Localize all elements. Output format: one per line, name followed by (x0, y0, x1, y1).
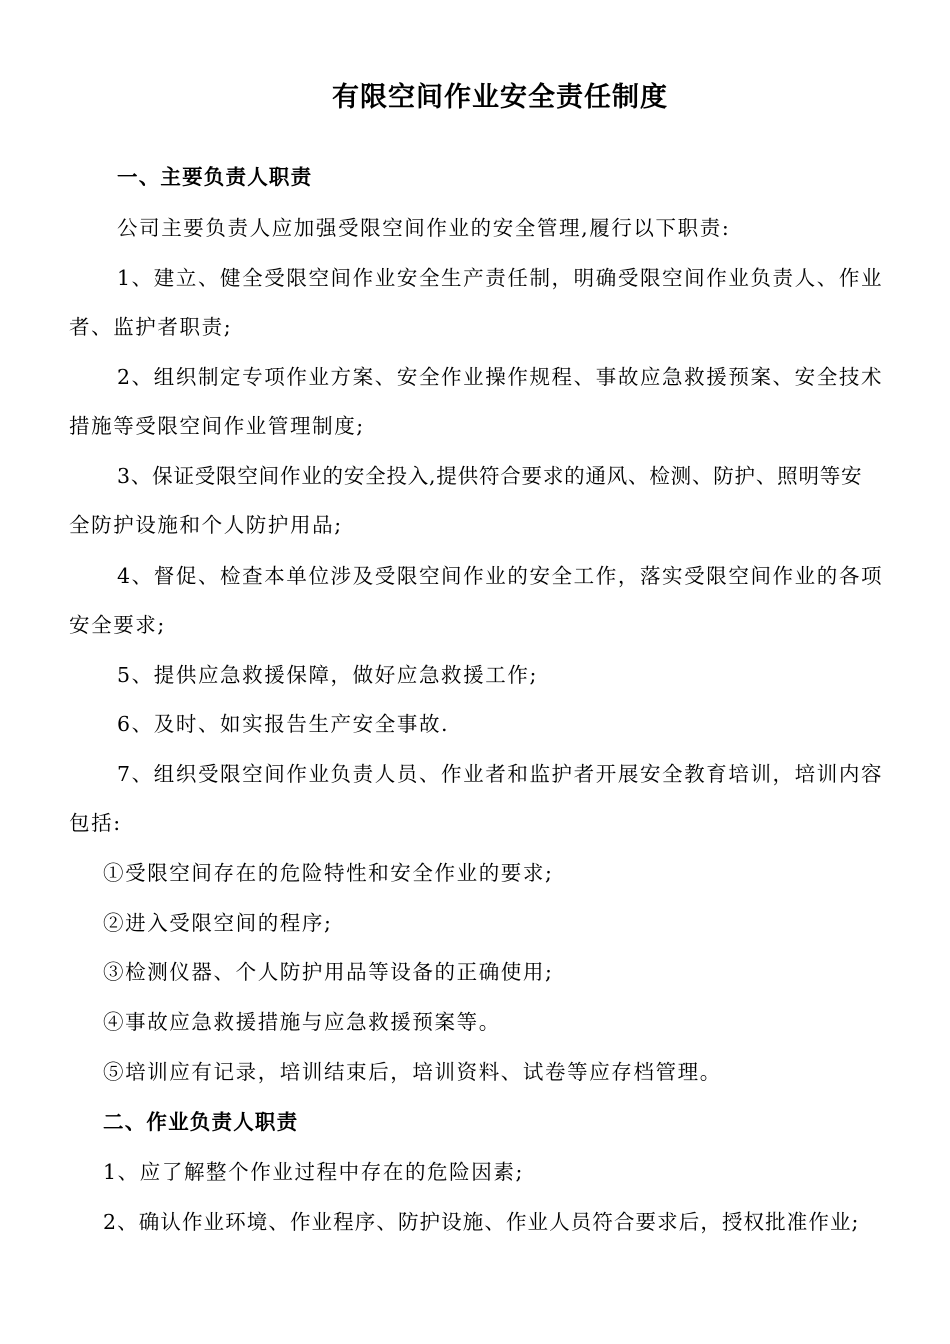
training-item-3: ③检测仪器、个人防护用品等设备的正确使用; (103, 960, 554, 984)
section1-item2-line2: 措施等受限空间作业管理制度; (69, 414, 365, 438)
section2-item2: 2、确认作业环境、作业程序、防护设施、作业人员符合要求后，授权批准作业; (103, 1210, 860, 1234)
section1-item1-line2: 者、监护者职责; (69, 315, 233, 339)
document-title: 有限空间作业安全责任制度 (332, 82, 668, 113)
section1-item5: 5、提供应急救援保障，做好应急救援工作; (117, 663, 538, 687)
section1-item4-line1: 4、督促、检查本单位涉及受限空间作业的安全工作，落实受限空间作业的各项 (117, 564, 884, 588)
section1-item4-line2: 安全要求; (69, 613, 166, 637)
training-item-4: ④事故应急救援措施与应急救援预案等。 (103, 1010, 501, 1034)
section1-item2-line1: 2、组织制定专项作业方案、安全作业操作规程、事故应急救援预案、安全技术 (117, 365, 884, 389)
section1-item7-line1: 7、组织受限空间作业负责人员、作业者和监护者开展安全教育培训，培训内容 (117, 762, 884, 786)
section1-intro: 公司主要负责人应加强受限空间作业的安全管理,履行以下职责: (117, 216, 731, 240)
section2-heading: 二、作业负责人职责 (103, 1110, 299, 1134)
training-item-5: ⑤培训应有记录，培训结束后，培训资料、试卷等应存档管理。 (103, 1060, 722, 1084)
section1-item3-line2: 全防护设施和个人防护用品; (69, 513, 343, 537)
section1-heading: 一、主要负责人职责 (117, 165, 313, 189)
section2-item1: 1、应了解整个作业过程中存在的危险因素; (103, 1160, 524, 1184)
section1-item6: 6、及时、如实报告生产安全事故. (117, 712, 450, 736)
training-item-1: ①受限空间存在的危险特性和安全作业的要求; (103, 861, 554, 885)
training-item-2: ②进入受限空间的程序; (103, 911, 333, 935)
section1-item3-line1: 3、保证受限空间作业的安全投入,提供符合要求的通风、检测、防护、照明等安 (117, 464, 863, 488)
section1-item7-line2: 包括: (69, 811, 122, 835)
section1-item1-line1: 1、建立、健全受限空间作业安全生产责任制，明确受限空间作业负责人、作业 (117, 266, 884, 290)
